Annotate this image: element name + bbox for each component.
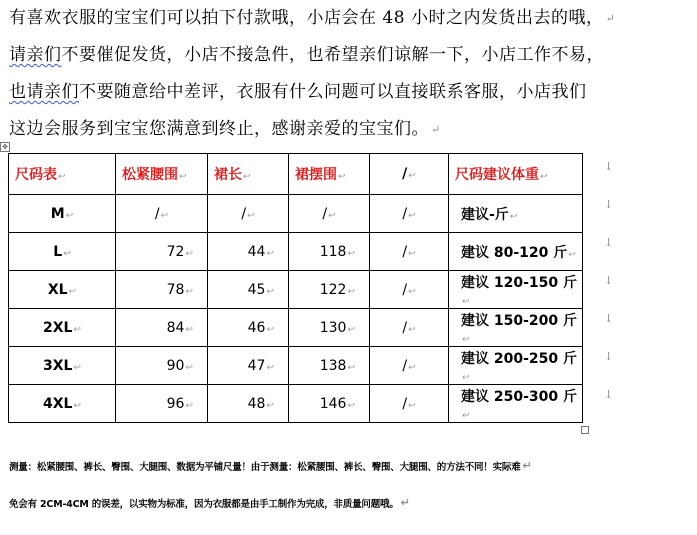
end-of-row-mark: ↓ [604,350,614,363]
intro-line-2 [9,37,604,74]
weight-cell: 建议 120-150 斤↩ [449,271,583,309]
table-move-handle-icon[interactable]: ✥ [0,142,10,152]
table-row [9,233,583,271]
waist-cell: /↩ [116,195,208,233]
length-cell: 47↩ [208,347,289,385]
hem-cell: 118↩ [289,233,370,271]
header-slash-cell: /↩ [370,154,449,195]
waist-cell: 90↩ [116,347,208,385]
paragraph-mark: ↵ [431,123,441,136]
end-of-row-mark: ↓ [604,160,614,173]
table-row [9,195,583,233]
weight-cell: 建议 150-200 斤↩ [449,309,583,347]
table-row [9,309,583,347]
intro-line-4-text: 这边会服务到宝宝您满意到终止，感谢亲爱的宝宝们。 [9,119,429,139]
waist-cell: 96↩ [116,385,208,423]
header-hem-cell: 裙摆围↩ [289,154,370,195]
intro-line-1-text: 有喜欢衣服的宝宝们可以拍下付款哦，小店会在 48 小时之内发货出去的哦， [9,8,604,28]
table-resize-handle[interactable] [581,426,589,434]
slash-cell: /↩ [370,271,449,309]
size-cell: L↩ [9,233,116,271]
intro-line-4 [9,111,441,148]
table-row [9,385,583,423]
header-skirt-length-cell: 裙长↩ [208,154,289,195]
hem-cell: 146↩ [289,385,370,423]
header-weight-cell: 尺码建议体重↩ [449,154,583,195]
table-header-row [9,154,583,195]
intro-line-2-flagged-text: 请亲们 [9,45,62,65]
hem-cell: /↩ [289,195,370,233]
waist-cell: 72↩ [116,233,208,271]
waist-cell: 84↩ [116,309,208,347]
end-of-row-mark: ↓ [604,198,614,211]
slash-cell: /↩ [370,347,449,385]
length-cell: 46↩ [208,309,289,347]
weight-cell: 建议 200-250 斤↩ [449,347,583,385]
header-size-cell: 尺码表↩ [9,154,116,195]
length-cell: 48↩ [208,385,289,423]
size-cell: M↩ [9,195,116,233]
length-cell: 45↩ [208,271,289,309]
paragraph-mark: ↵ [605,12,616,25]
end-of-row-mark: ↓ [604,274,614,287]
hem-cell: 122↩ [289,271,370,309]
table-row [9,347,583,385]
intro-line-2-text: 不要催促发货，小店不接急件，也希望亲们谅解一下，小店工作不易， [61,45,604,65]
header-waist-cell: 松紧腰围↩ [116,154,208,195]
intro-line-3-text: 不要随意给中差评，衣服有什么问题可以直接联系客服，小店我们 [79,82,587,102]
intro-line-3-flagged-text: 也请亲们 [9,82,79,102]
waist-cell: 78↩ [116,271,208,309]
weight-cell: 建议 250-300 斤↩ [449,385,583,423]
hem-cell: 130↩ [289,309,370,347]
slash-cell: /↩ [370,385,449,423]
size-cell: 3XL↩ [9,347,116,385]
size-cell: 4XL↩ [9,385,116,423]
end-of-row-mark: ↓ [604,236,614,249]
measurement-note-line-1: 测量：松紧腰围、裤长、臀围、大腿围、数据为平铺尺量！由于测量：松紧腰围、裤长、臀围、大腿围、的方法不同！实际难 ↵ [9,459,532,473]
end-of-row-mark: ↓ [604,388,614,401]
weight-cell: 建议-斤↩ [449,195,583,233]
slash-cell: /↩ [370,195,449,233]
end-of-row-mark: ↓ [604,312,614,325]
length-cell: 44↩ [208,233,289,271]
size-cell: 2XL↩ [9,309,116,347]
size-cell: XL↩ [9,271,116,309]
measurement-note-line-2: 免会有 2CM-4CM 的误差，以实物为标准，因为衣服都是由手工制作为完成，非质量问题哦。 ↵ [9,496,410,510]
length-cell: /↩ [208,195,289,233]
size-chart-table [8,153,583,423]
intro-line-1 [9,0,615,37]
table-row [9,271,583,309]
slash-cell: /↩ [370,233,449,271]
weight-cell: 建议 80-120 斤↩ [449,233,583,271]
intro-line-3 [9,74,587,111]
slash-cell: /↩ [370,309,449,347]
hem-cell: 138↩ [289,347,370,385]
